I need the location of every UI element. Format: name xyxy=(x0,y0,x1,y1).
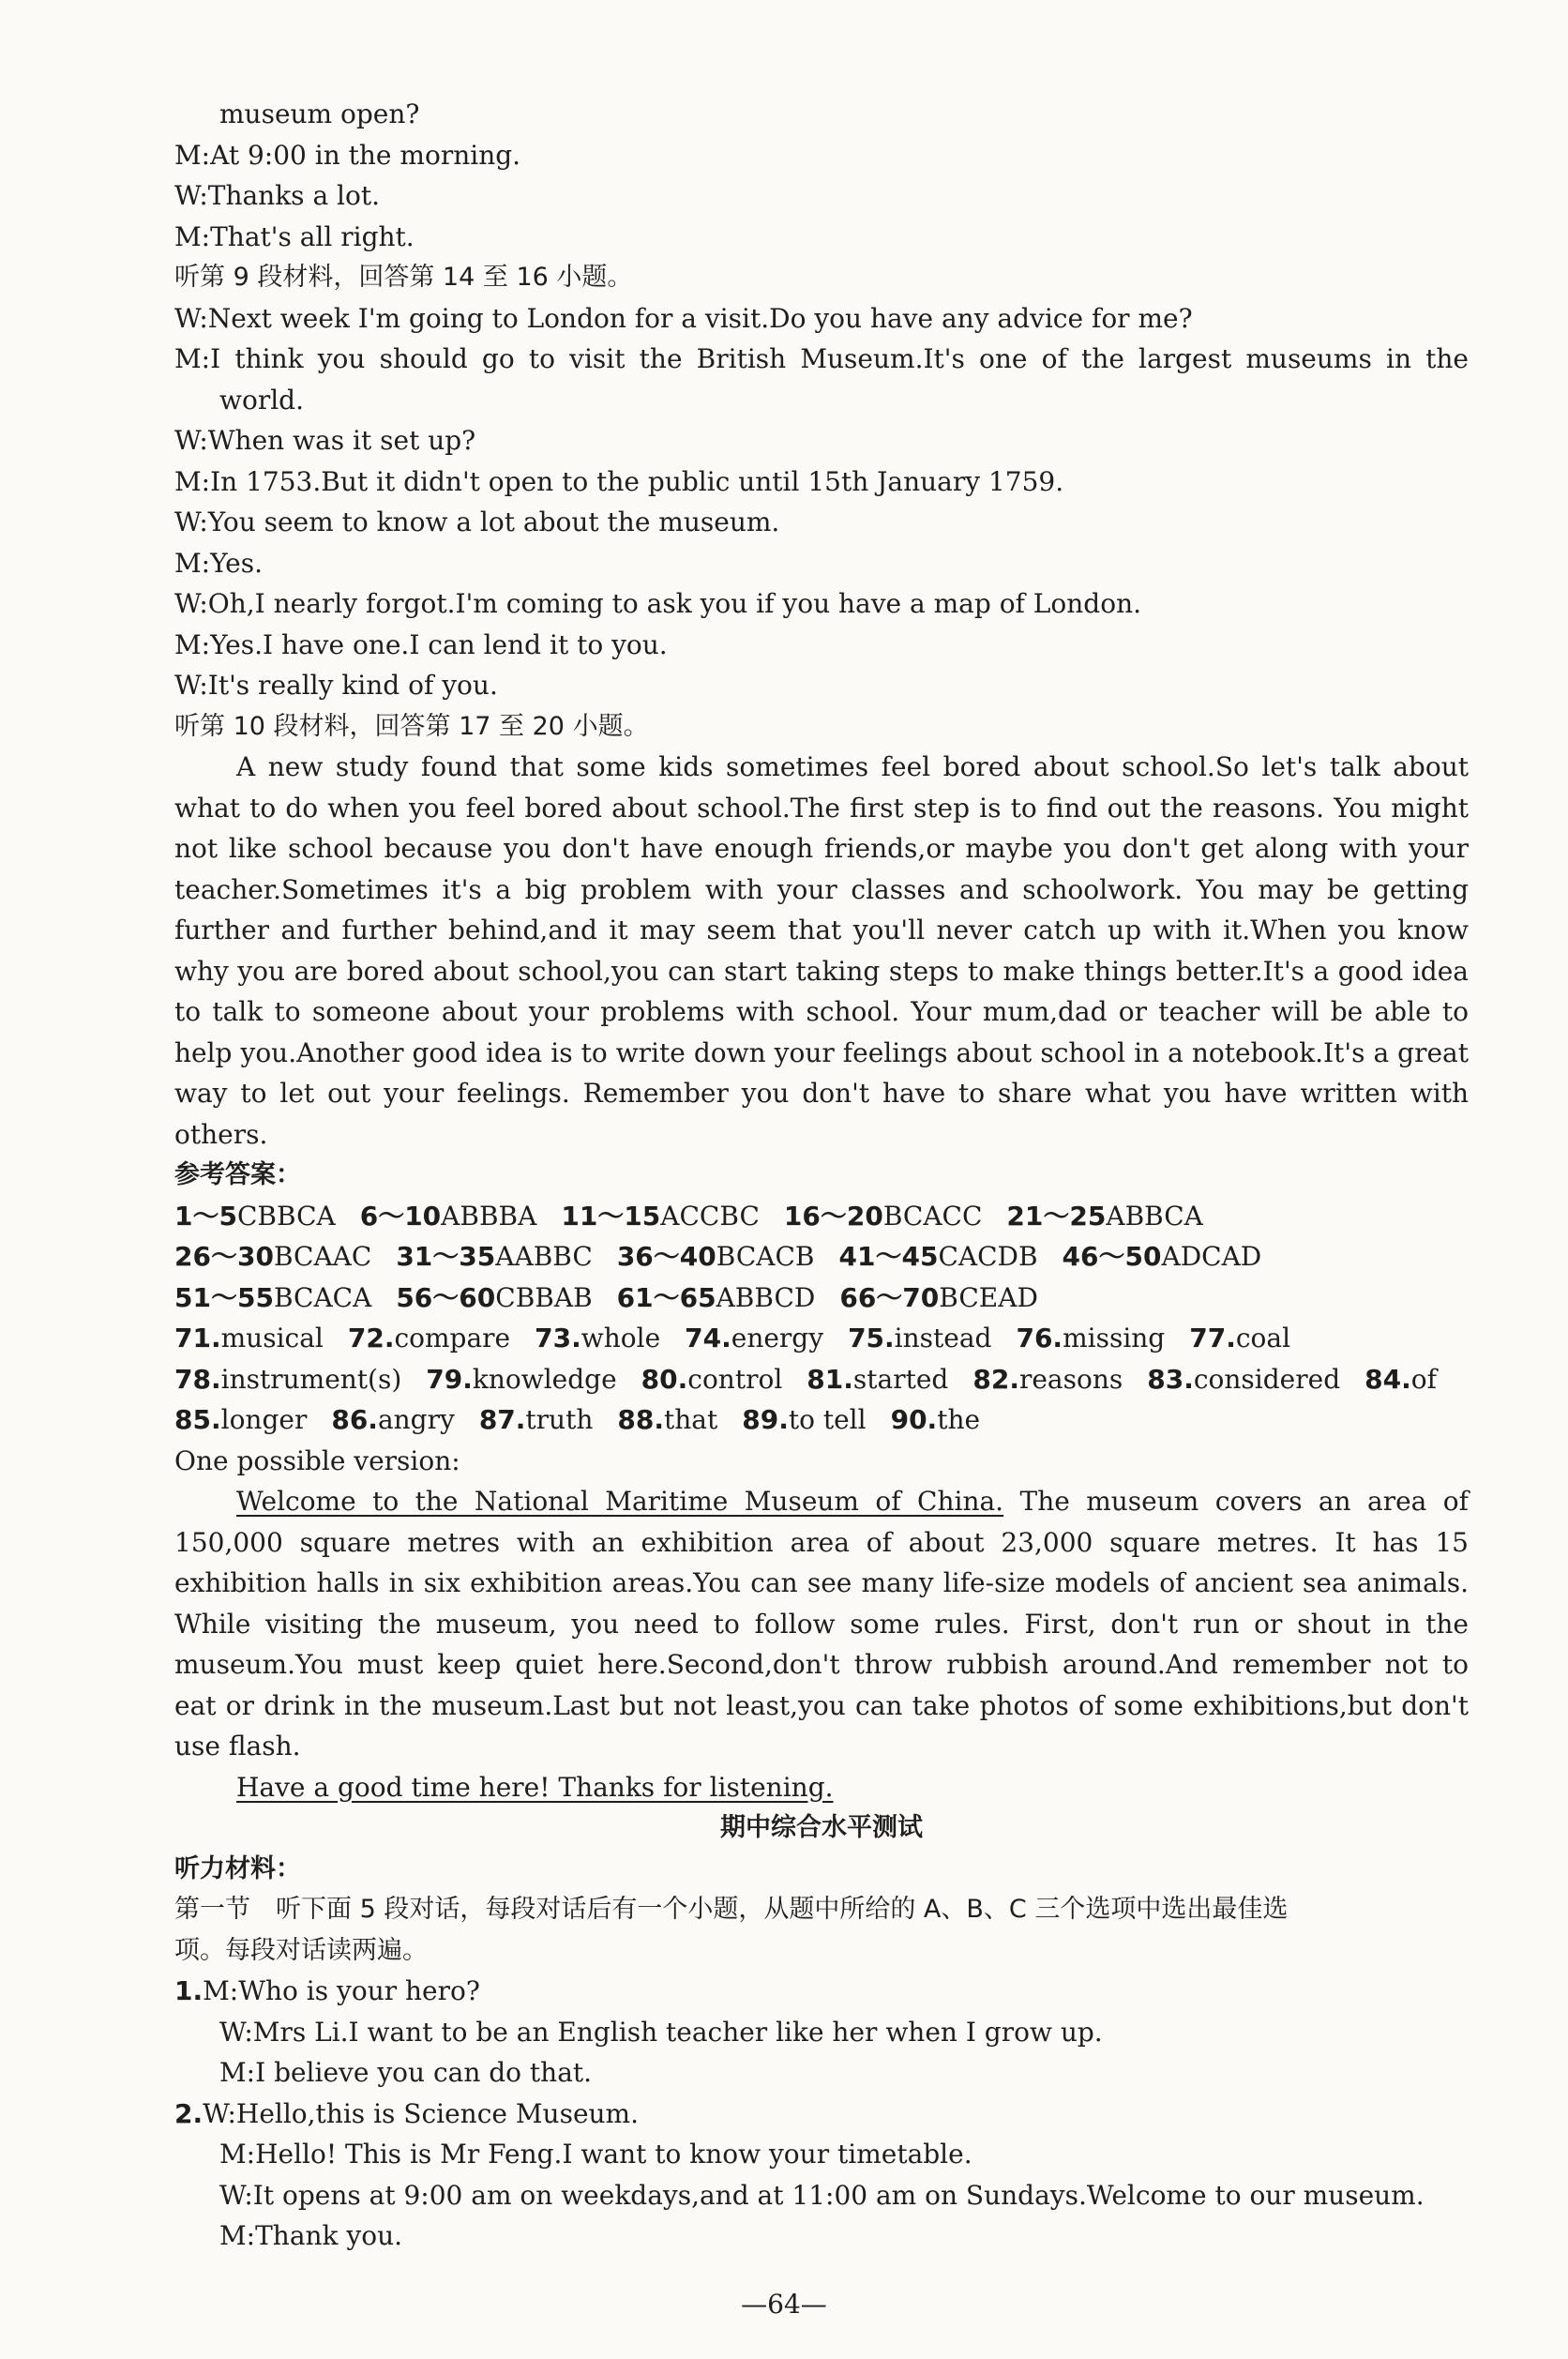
answer-item: 80.control xyxy=(641,1363,783,1395)
answer-row xyxy=(174,1318,1469,1359)
answer-item: 66～70BCEAD xyxy=(839,1281,1038,1313)
answer-item: 87.truth xyxy=(478,1404,594,1435)
dialogue-line: W:It opens at 9:00 am on weekdays,and at 11:00 am on Sundays.Welcome to our museum. xyxy=(219,2179,1425,2211)
dialogue-line: 2.W:Hello,this is Science Museum. xyxy=(174,2097,639,2129)
passage-line: teacher.Sometimes it's a big problem with your classes and schoolwork. You may be getting xyxy=(174,873,1469,905)
dialogue-line: M:Hello! This is Mr Feng.I want to know your timetable. xyxy=(219,2139,972,2170)
dialogue-line: W:When was it set up? xyxy=(174,425,476,456)
answer-item: 6～10ABBBA xyxy=(359,1200,537,1232)
section-title: 期中综合水平测试 xyxy=(720,1813,923,1842)
answer-item: 79.knowledge xyxy=(426,1363,617,1395)
answer-item: 73.whole xyxy=(535,1323,661,1353)
answer-item: 36～40BCACB xyxy=(616,1241,815,1272)
answer-item: 78.instrument(s) xyxy=(174,1363,402,1395)
dialogue-line: 听第 10 段材料，回答第 17 至 20 小题。 xyxy=(174,711,649,741)
passage-line: what to do when you feel bored about school.The first step is to find out the reasons. You might xyxy=(174,792,1469,824)
answer-item: 81.started xyxy=(807,1363,949,1395)
answer-item: 56～60CBBAB xyxy=(396,1281,593,1313)
dialogue-line: M:Yes.I have one.I can lend it to you. xyxy=(174,628,668,660)
answer-item: 31～35AABBC xyxy=(396,1241,593,1272)
answer-item: 74.energy xyxy=(685,1323,824,1353)
answer-item: 88.that xyxy=(617,1404,718,1435)
answer-item: 61～65ABBCD xyxy=(616,1281,816,1313)
answer-item: 71.musical xyxy=(174,1323,324,1353)
answer-row xyxy=(174,1196,1469,1237)
writing-line: While visiting the museum, you need to follow some rules. First, don't run or shout in the xyxy=(174,1608,1469,1640)
writing-line: use flash. xyxy=(174,1731,301,1762)
dialogue-line: W:Oh,I nearly forgot.I'm coming to ask you if you have a map of London. xyxy=(174,588,1142,619)
listening-heading: 听力材料： xyxy=(174,1853,301,1883)
dialogue-line: W:You seem to know a lot about the museum. xyxy=(174,507,780,537)
passage-line: why you are bored about school,you can start taking steps to make things better.It's a good idea xyxy=(174,955,1469,987)
answer-row xyxy=(174,1399,1469,1441)
dialogue-line: world. xyxy=(219,384,304,416)
writing-line: Welcome to the National Maritime Museum of China. The museum covers an area of xyxy=(236,1486,1470,1517)
dialogue-line: M:At 9:00 in the morning. xyxy=(174,139,521,171)
answer-item: 75.instead xyxy=(848,1323,992,1353)
dialogue-line: M:That's all right. xyxy=(174,220,415,252)
answer-item: 84.of xyxy=(1364,1363,1437,1395)
dialogue-line: M:In 1753.But it didn't open to the public until 15th January 1759. xyxy=(174,465,1064,497)
writing-line: museum.You must keep quiet here.Second,don't throw rubbish around.And remember not to xyxy=(174,1649,1469,1680)
answer-item: 26～30BCAAC xyxy=(174,1241,372,1272)
answer-item: 90.the xyxy=(890,1404,981,1435)
passage-line: not like school because you don't have enough friends,or maybe you don't get along with your xyxy=(174,833,1469,864)
answer-item: 11～15ACCBC xyxy=(561,1200,760,1232)
passage-line: others. xyxy=(174,1118,268,1150)
dialogue-line: 听第 9 段材料，回答第 14 至 16 小题。 xyxy=(174,263,633,292)
dialogue-line: museum open? xyxy=(219,98,420,129)
answer-item: 76.missing xyxy=(1016,1323,1166,1353)
answer-item: 83.considered xyxy=(1147,1363,1341,1395)
answer-item: 85.longer xyxy=(174,1404,308,1435)
instruction-line: 项。每段对话读两遍。 xyxy=(174,1935,428,1965)
dialogue-line: M:Thank you. xyxy=(219,2220,403,2251)
answer-row xyxy=(174,1359,1469,1400)
page-number: —64— xyxy=(741,2289,827,2320)
dialogue-line: W:Mrs Li.I want to be an English teacher like her when I grow up. xyxy=(219,2016,1103,2048)
answer-row xyxy=(174,1278,1469,1319)
answer-item: 89.to tell xyxy=(742,1404,867,1435)
passage-line: help you.Another good idea is to write down your feelings about school in a notebook.It's a great xyxy=(174,1036,1469,1068)
passage-line: A new study found that some kids sometimes feel bored about school.So let's talk about xyxy=(236,751,1469,782)
answers-heading: 参考答案： xyxy=(174,1160,301,1189)
dialogue-line: W:It's really kind of you. xyxy=(174,670,498,701)
dialogue-line: M:I think you should go to visit the British Museum.It's one of the largest museums in the xyxy=(174,343,1469,374)
text-column xyxy=(174,94,1469,2257)
writing-line: Have a good time here! Thanks for listening. xyxy=(236,1771,834,1803)
answer-item: 82.reasons xyxy=(972,1363,1123,1395)
passage-line: further and further behind,and it may seem that you'll never catch up with it.When you know xyxy=(174,915,1469,945)
writing-line: eat or drink in the museum.Last but not least,you can take photos of some exhibitions,but don't xyxy=(174,1689,1469,1721)
writing-line: One possible version: xyxy=(174,1444,460,1476)
answer-item: 86.angry xyxy=(331,1404,455,1435)
answer-item: 77.coal xyxy=(1189,1323,1291,1353)
passage-line: way to let out your feelings. Remember you don't have to share what you have written with xyxy=(174,1078,1469,1109)
dialogue-line: W:Thanks a lot. xyxy=(174,180,381,211)
dialogue-line: W:Next week I'm going to London for a visit.Do you have any advice for me? xyxy=(174,302,1193,334)
writing-line: exhibition halls in six exhibition areas.You can see many life-size models of ancient sea animals. xyxy=(174,1567,1469,1598)
answer-item: 41～45CACDB xyxy=(838,1241,1038,1272)
dialogue-line: M:Yes. xyxy=(174,547,263,579)
dialogue-line: M:I believe you can do that. xyxy=(219,2057,593,2088)
passage-line: to talk to someone about your problems with school. Your mum,dad or teacher will be able to xyxy=(174,996,1469,1027)
instruction-line: 第一节 听下面 5 段对话，每段对话后有一个小题，从题中所给的 A、B、C 三个选项中选出最佳选 xyxy=(174,1895,1289,1924)
answer-item: 1～5CBBCA xyxy=(174,1200,336,1232)
writing-line: 150,000 square metres with an exhibition area of about 23,000 square metres. It has 15 xyxy=(174,1526,1469,1558)
answer-item: 46～50ADCAD xyxy=(1062,1241,1262,1272)
answer-item: 72.compare xyxy=(347,1323,511,1353)
answer-item: 16～20BCACC xyxy=(783,1200,983,1232)
dialogue-line: 1.M:Who is your hero? xyxy=(174,1975,480,2006)
answer-row xyxy=(174,1236,1469,1278)
answer-item: 21～25ABBCA xyxy=(1006,1200,1203,1232)
answer-item: 51～55BCACA xyxy=(174,1281,372,1313)
